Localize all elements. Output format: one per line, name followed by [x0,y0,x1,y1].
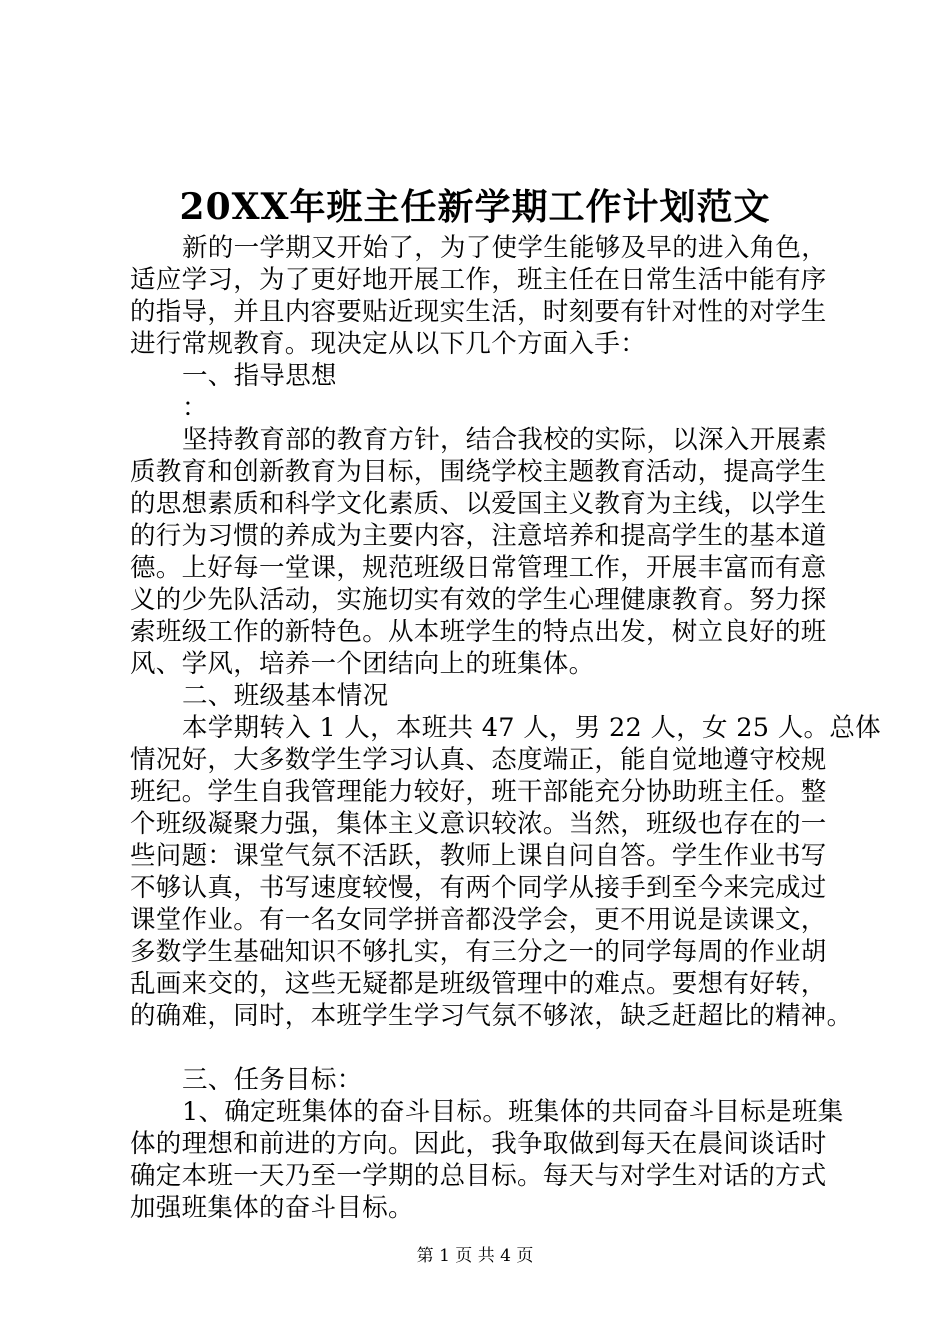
blank-line [130,1032,852,1064]
text-line: 进行常规教育。现决定从以下几个方面入手： [130,329,647,359]
text-line: 不够认真，书写速度较慢，有两个同学从接手到至今来完成过 [130,873,827,903]
text-line: 体的理想和前进的方向。因此，我争取做到每天在晨间谈话时 [130,1129,827,1159]
document-title: 20XX年班主任新学期工作计划范文 [179,186,771,228]
text-line: 1、确定班集体的奋斗目标。班集体的共同奋斗目标是班集 [182,1097,844,1127]
text-line: 个班级凝聚力强，集体主义意识较浓。当然，班级也存在的一 [130,809,827,839]
text-line: ： [182,393,208,423]
text-line: 二、班级基本情况 [182,681,389,711]
text-line: 确定本班一天乃至一学期的总目标。每天与对学生对话的方式 [130,1161,827,1191]
text-line: 义的少先队活动，实施切实有效的学生心理健康教育。努力探 [130,585,827,615]
text-line: 情况好，大多数学生学习认真、态度端正，能自觉地遵守校规 [130,745,827,775]
text-line: 三、任务目标： [182,1065,363,1095]
text-line: 风、学风，培养一个团结向上的班集体。 [130,649,595,679]
text-line: 些问题：课堂气氛不活跃，教师上课自问自答。学生作业书写 [130,841,827,871]
text-line: 的确难，同时，本班学生学习气氛不够浓，缺乏赶超比的精神。 [130,1001,853,1031]
text-line: 班纪。学生自我管理能力较好，班干部能充分协助班主任。整 [130,777,827,807]
text-line: 本学期转入 1 人，本班共 47 人，男 22 人，女 25 人。总体 [182,713,881,743]
text-line: 加强班集体的奋斗目标。 [130,1193,414,1223]
text-line: 的指导，并且内容要贴近现实生活，时刻要有针对性的对学生 [130,297,827,327]
text-line: 新的一学期又开始了，为了使学生能够及早的进入角色， [182,233,828,263]
text-line: 课堂作业。有一名女同学拼音都没学会，更不用说是读课文， [130,905,827,935]
text-line: 一、指导思想 [182,361,337,391]
text-line: 索班级工作的新特色。从本班学生的特点出发，树立良好的班 [130,617,827,647]
text-line: 坚持教育部的教育方针，结合我校的实际，以深入开展素 [182,425,828,455]
page-footer: 第 1 页 共 4 页 [416,1246,534,1266]
text-line: 多数学生基础知识不够扎实，有三分之一的同学每周的作业胡 [130,937,827,967]
text-line: 质教育和创新教育为目标，围绕学校主题教育活动，提高学生 [130,457,827,487]
text-line: 德。上好每一堂课，规范班级日常管理工作，开展丰富而有意 [130,553,827,583]
text-line: 的行为习惯的养成为主要内容，注意培养和提高学生的基本道 [130,521,827,551]
text-line: 的思想素质和科学文化素质、以爱国主义教育为主线，以学生 [130,489,827,519]
text-line: 乱画来交的，这些无疑都是班级管理中的难点。要想有好转， [130,969,827,999]
text-line: 适应学习，为了更好地开展工作，班主任在日常生活中能有序 [130,265,827,295]
document-body [130,232,881,1224]
